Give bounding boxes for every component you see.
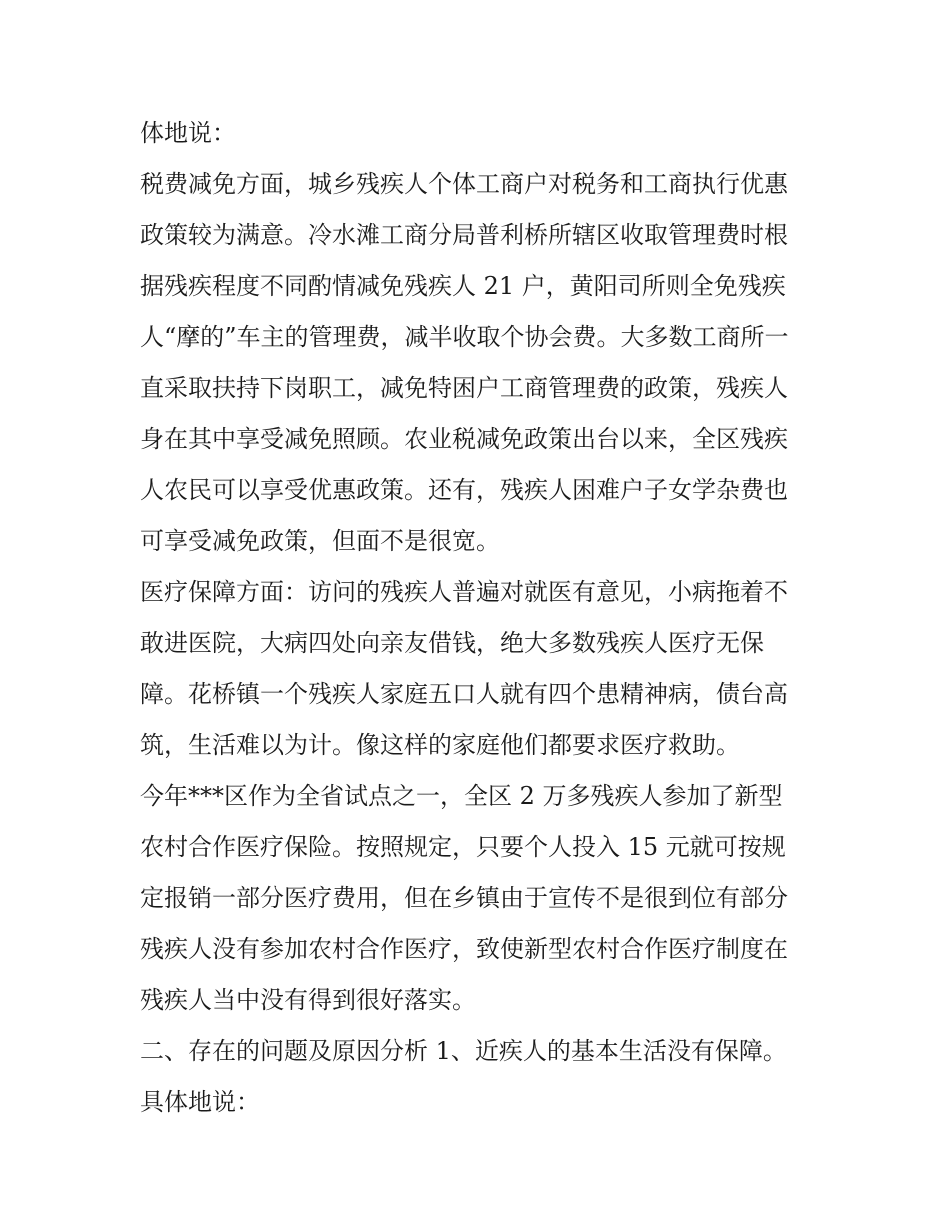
text-line: 定报销一部分医疗费用，但在乡镇由于宣传不是很到位有部分 [140, 884, 788, 912]
text-line: 政策较为满意。冷水滩工商分局普利桥所辖区收取管理费时根 [140, 221, 788, 249]
text-line: 障。花桥镇一个残疾人家庭五口人就有四个患精神病，债台高 [140, 680, 788, 708]
text-line: 身在其中享受减免照顾。农业税减免政策出台以来，全区残疾 [140, 425, 788, 453]
text-line: 农村合作医疗保险。按照规定，只要个人投入 15 元就可按规 [140, 833, 786, 861]
text-line: 税费减免方面，城乡残疾人个体工商户对税务和工商执行优惠 [140, 170, 788, 198]
text-line: 人“摩的”车主的管理费，减半收取个协会费。大多数工商所一 [140, 323, 789, 351]
text-line: 体地说： [140, 119, 236, 147]
text-line: 据残疾程度不同酌情减免残疾人 21 户，黄阳司所则全免残疾 [140, 272, 786, 300]
text-line: 敢进医院，大病四处向亲友借钱，绝大多数残疾人医疗无保 [140, 629, 764, 657]
text-line: 可享受减免政策，但面不是很宽。 [140, 527, 500, 555]
document-body [140, 108, 820, 1128]
text-line: 直采取扶持下岗职工，减免特困户工商管理费的政策，残疾人 [140, 374, 788, 402]
text-line: 今年***区作为全省试点之一，全区 2 万多残疾人参加了新型 [140, 782, 783, 810]
text-line: 残疾人当中没有得到很好落实。 [140, 986, 476, 1014]
text-line: 具体地说： [140, 1088, 260, 1116]
text-line: 筑，生活难以为计。像这样的家庭他们都要求医疗救助。 [140, 731, 740, 759]
text-line: 二、存在的问题及原因分析 1、近疾人的基本生活没有保障。 [140, 1037, 787, 1065]
text-line: 医疗保障方面：访问的残疾人普遍对就医有意见，小病拖着不 [140, 578, 788, 606]
text-line: 人农民可以享受优惠政策。还有，残疾人困难户子女学杂费也 [140, 476, 788, 504]
text-line: 残疾人没有参加农村合作医疗，致使新型农村合作医疗制度在 [140, 935, 788, 963]
